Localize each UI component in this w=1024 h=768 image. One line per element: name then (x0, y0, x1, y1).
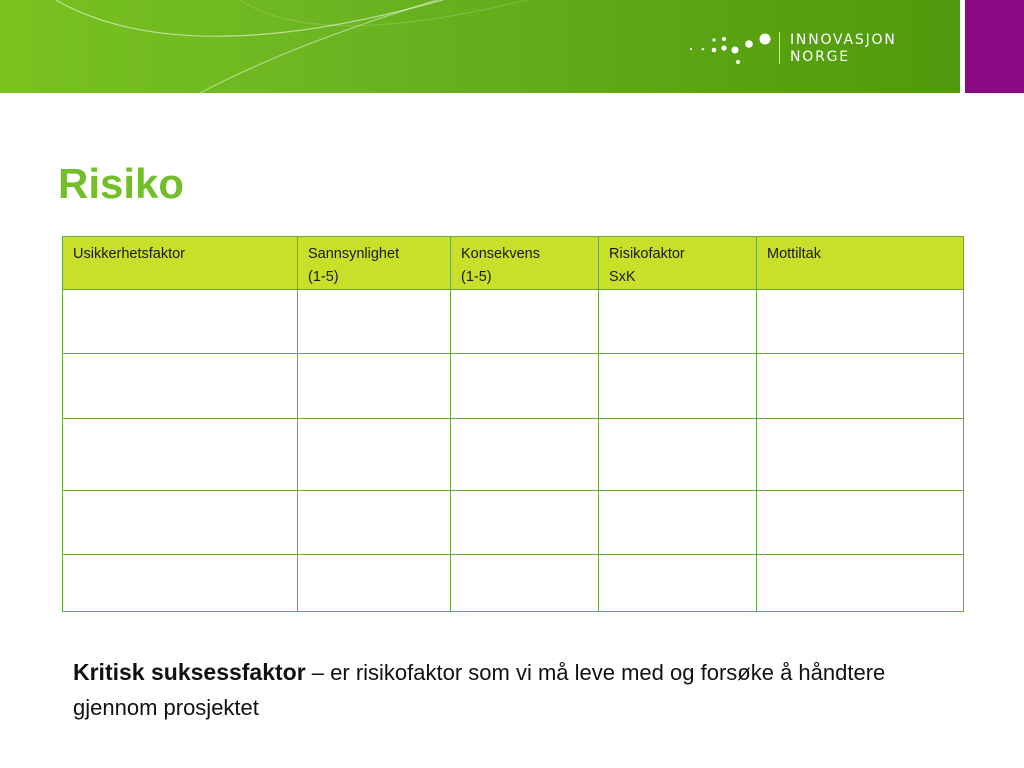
table-cell (63, 419, 298, 491)
logo-wordmark (790, 32, 897, 66)
table-header-row (63, 237, 964, 290)
table-cell (451, 555, 599, 612)
table-cell (298, 491, 451, 555)
column-header-line: (1-5) (308, 269, 339, 285)
table-cell (298, 354, 451, 419)
definition-term: Kritisk suksessfaktor (73, 659, 306, 685)
table-cell (757, 354, 964, 419)
table-row (63, 290, 964, 354)
table-cell (599, 491, 757, 555)
header-banner (0, 0, 960, 93)
column-header-mottiltak (757, 237, 964, 290)
column-header-usikkerhetsfaktor (63, 237, 298, 290)
table-cell (599, 354, 757, 419)
table-cell (599, 419, 757, 491)
column-header-line: Risikofaktor (609, 246, 685, 262)
risk-table (62, 236, 964, 612)
table-cell (757, 555, 964, 612)
column-header-risikofaktor (599, 237, 757, 290)
column-header-sannsynlighet (298, 237, 451, 290)
table-cell (451, 354, 599, 419)
table-cell (451, 491, 599, 555)
table-cell (451, 419, 599, 491)
column-header-line: Sannsynlighet (308, 246, 400, 262)
table-cell (63, 354, 298, 419)
column-header-line: SxK (609, 269, 636, 285)
table-row (63, 419, 964, 491)
table-row (63, 354, 964, 419)
logo-line-1: INNOVASJON (790, 32, 897, 48)
logo-line-2: NORGE (790, 49, 850, 65)
table-cell (63, 491, 298, 555)
table-cell (298, 290, 451, 354)
table-cell (757, 290, 964, 354)
table-row (63, 555, 964, 612)
column-header-line: Mottiltak (767, 246, 821, 262)
definition-text (73, 655, 953, 725)
purple-accent-tab (965, 0, 1024, 93)
column-header-line: (1-5) (461, 269, 492, 285)
table-cell (63, 555, 298, 612)
column-header-line: Konsekvens (461, 246, 540, 262)
column-header-line: Usikkerhetsfaktor (73, 246, 186, 262)
table-cell (451, 290, 599, 354)
column-header-konsekvens (451, 237, 599, 290)
table-cell (599, 290, 757, 354)
table-cell (757, 419, 964, 491)
logo-divider (779, 32, 780, 64)
table-cell (298, 555, 451, 612)
slide-title: Risiko (58, 160, 185, 207)
table-cell (298, 419, 451, 491)
dots-logo-icon (686, 28, 776, 68)
table-cell (63, 290, 298, 354)
table-row (63, 491, 964, 555)
table-cell (599, 555, 757, 612)
definition-body: – er risikofaktor som vi må leve med og forsøke å håndtere gjennom prosjektet (73, 660, 886, 720)
table-cell (757, 491, 964, 555)
